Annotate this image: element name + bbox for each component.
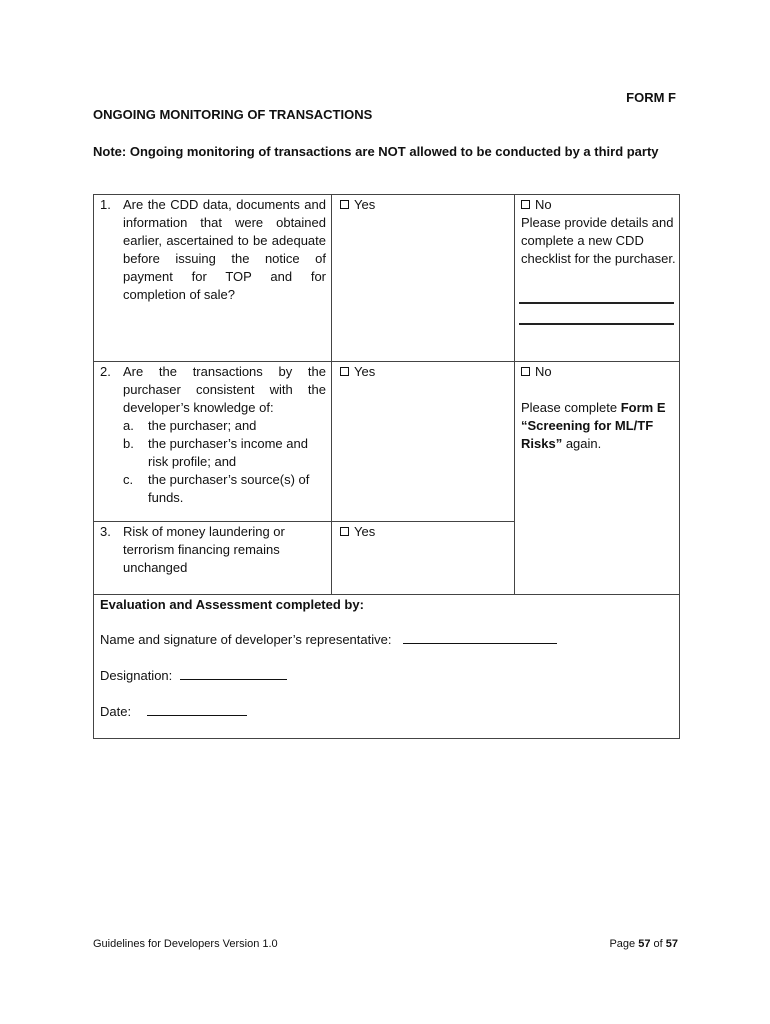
sub-item-letter: b. — [123, 436, 134, 451]
yes-label: Yes — [354, 364, 376, 379]
page-title: ONGOING MONITORING OF TRANSACTIONS — [93, 107, 373, 122]
q1-no-cell — [521, 196, 676, 268]
table-divider — [331, 194, 332, 595]
note-text: Note: Ongoing monitoring of transactions are NOT allowed to be conducted by a third party — [93, 144, 659, 159]
q1-yes-checkbox[interactable] — [340, 196, 375, 214]
question-number: 3. — [100, 524, 111, 539]
designation-field — [100, 667, 287, 685]
details-line[interactable] — [519, 302, 674, 304]
footer-page-number: Page 57 of 57 — [609, 938, 678, 950]
question-text: Risk of money laundering or terrorism financing remains unchanged — [123, 524, 285, 575]
table-divider — [514, 194, 515, 595]
checkbox-icon — [521, 200, 530, 209]
question-3 — [100, 523, 305, 577]
question-text: Are the CDD data, documents and information that were obtained earlier, ascertained to be adequate before issuing the notice of payment for TOP and for completion of sale? — [123, 197, 326, 302]
designation-label: Designation: — [100, 668, 173, 683]
q1-no-checkbox[interactable] — [521, 196, 676, 214]
checkbox-icon — [340, 200, 349, 209]
no-label: No — [535, 364, 552, 379]
date-input[interactable] — [147, 703, 247, 716]
footer-version: Guidelines for Developers Version 1.0 — [93, 938, 278, 950]
table-divider — [93, 361, 680, 362]
evaluation-heading: Evaluation and Assessment completed by: — [100, 597, 364, 612]
yes-label: Yes — [354, 197, 376, 212]
name-signature-label: Name and signature of developer’s representative: — [100, 632, 392, 647]
name-signature-field — [100, 631, 557, 649]
date-field — [100, 703, 247, 721]
table-divider — [93, 594, 680, 595]
date-label: Date: — [100, 704, 132, 719]
sub-item-letter: a. — [123, 418, 134, 433]
table-divider — [93, 521, 515, 522]
sub-item-text: the purchaser’s source(s) of funds. — [148, 472, 310, 505]
sub-item — [123, 435, 326, 471]
no-instruction: Please provide details and complete a new CDD checklist for the purchaser. — [521, 215, 676, 266]
question-text: Are the transactions by the purchaser consistent with the developer’s knowledge of: — [123, 364, 326, 415]
q2-no-cell — [521, 363, 676, 453]
checkbox-icon — [340, 367, 349, 376]
sub-item — [123, 417, 326, 435]
q3-yes-checkbox[interactable] — [340, 523, 375, 541]
q2-no-checkbox[interactable] — [521, 363, 676, 381]
form-label: FORM F — [626, 90, 676, 105]
question-number: 2. — [100, 364, 111, 379]
sub-item-text: the purchaser’s income and risk profile; and — [148, 436, 308, 469]
sub-item — [123, 471, 326, 507]
question-2 — [100, 363, 326, 507]
details-line[interactable] — [519, 323, 674, 325]
sub-item-text: the purchaser; and — [148, 418, 257, 433]
yes-label: Yes — [354, 524, 376, 539]
no-instruction: Please complete Form E “Screening for ML/TF Risks” again. — [521, 400, 666, 451]
checkbox-icon — [521, 367, 530, 376]
name-signature-input[interactable] — [403, 631, 557, 644]
sub-item-letter: c. — [123, 472, 134, 487]
question-number: 1. — [100, 197, 111, 212]
question-1 — [100, 196, 326, 304]
checkbox-icon — [340, 527, 349, 536]
q2-yes-checkbox[interactable] — [340, 363, 375, 381]
designation-input[interactable] — [180, 667, 287, 680]
no-label: No — [535, 197, 552, 212]
